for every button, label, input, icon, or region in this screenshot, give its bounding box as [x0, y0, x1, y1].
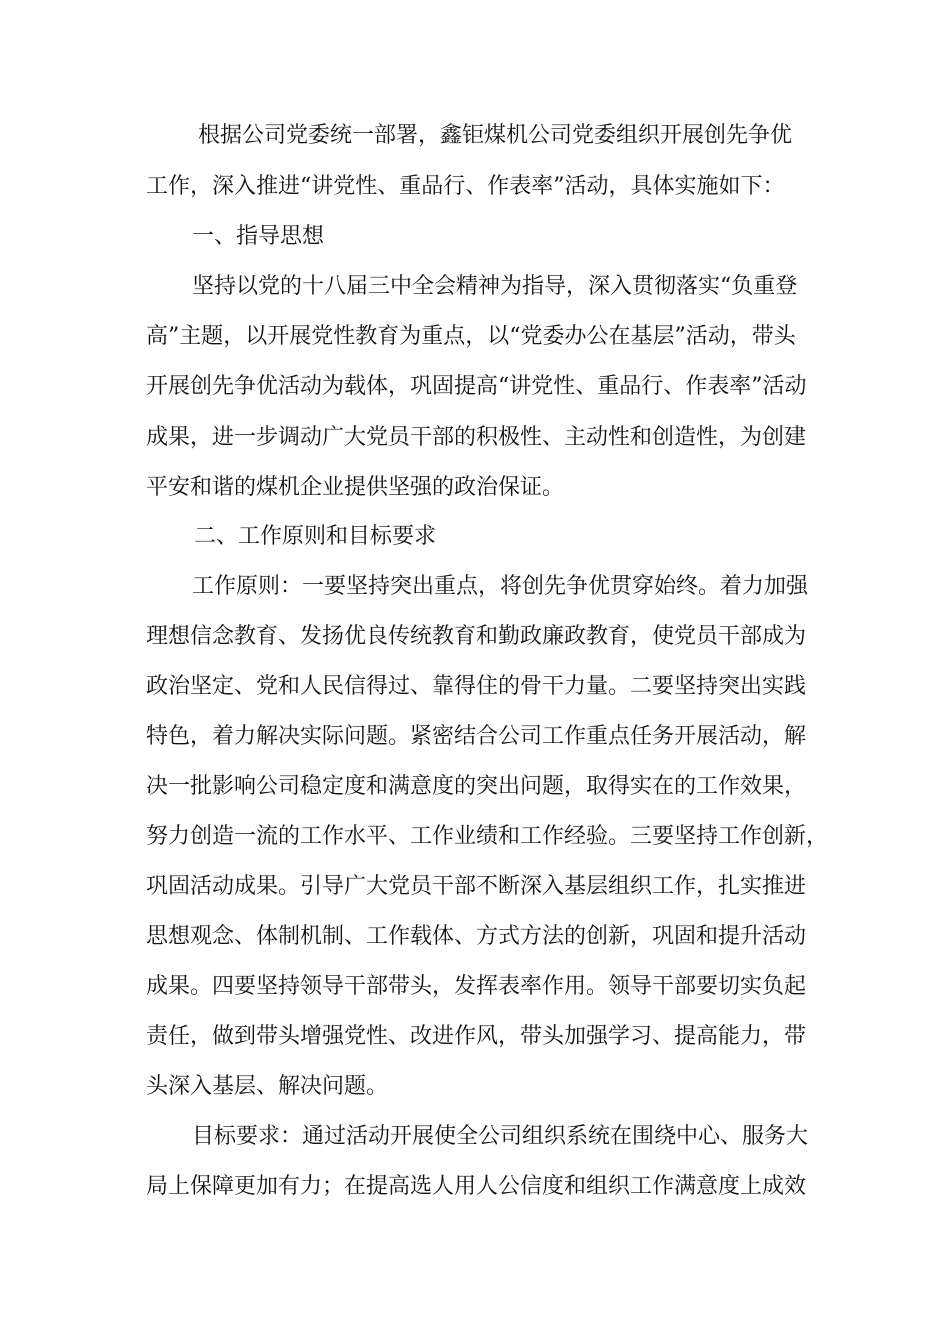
paragraph-principles-line-6: 努力创造一流的工作水平、工作业绩和工作经验。三要坚持工作创新， [146, 824, 829, 849]
paragraph-principles-line-8: 思想观念、体制机制、工作载体、方式方法的创新，巩固和提升活动 [146, 924, 807, 949]
paragraph-goals-line-2: 局上保障更加有力；在提高选人用人公信度和组织工作满意度上成效 [146, 1174, 807, 1199]
paragraph-guiding-line-5: 平安和谐的煤机企业提供坚强的政治保证。 [146, 475, 565, 500]
paragraph-principles-line-11: 头深入基层、解决问题。 [146, 1074, 389, 1099]
paragraph-guiding-line-2: 高”主题，以开展党性教育为重点，以“党委办公在基层”活动，带头 [146, 324, 796, 349]
paragraph-principles-line-3: 政治坚定、党和人民信得过、靠得住的骨干力量。二要坚持突出实践 [146, 674, 807, 699]
paragraph-principles-line-2: 理想信念教育、发扬优良传统教育和勤政廉政教育，使党员干部成为 [146, 624, 807, 649]
paragraph-guiding-line-1: 坚持以党的十八届三中全会精神为指导，深入贯彻落实“负重登 [192, 274, 798, 299]
paragraph-intro-line-2: 工作，深入推进“讲党性、重品行、作表率”活动，具体实施如下： [146, 174, 785, 199]
paragraph-guiding-line-4: 成果，进一步调动广大党员干部的积极性、主动性和创造性，为创建 [146, 425, 807, 450]
paragraph-principles-line-5: 决一批影响公司稳定度和满意度的突出问题，取得实在的工作效果， [146, 774, 807, 799]
paragraph-goals-line-1: 目标要求：通过活动开展使全公司组织系统在围绕中心、服务大 [192, 1124, 809, 1149]
paragraph-intro-line-1: 根据公司党委统一部署，鑫钜煤机公司党委组织开展创先争优 [198, 123, 793, 148]
paragraph-guiding-line-3: 开展创先争优活动为载体，巩固提高“讲党性、重品行、作表率”活动 [146, 374, 807, 399]
paragraph-principles-line-1: 工作原则：一要坚持突出重点，将创先争优贯穿始终。着力加强 [192, 574, 809, 599]
paragraph-principles-line-4: 特色，着力解决实际问题。紧密结合公司工作重点任务开展活动，解 [146, 724, 807, 749]
section-heading-2: 二、工作原则和目标要求 [194, 524, 437, 549]
paragraph-principles-line-7: 巩固活动成果。引导广大党员干部不断深入基层组织工作，扎实推进 [146, 874, 807, 899]
paragraph-principles-line-9: 成果。四要坚持领导干部带头，发挥表率作用。领导干部要切实负起 [146, 974, 807, 999]
paragraph-principles-line-10: 责任，做到带头增强党性、改进作风，带头加强学习、提高能力，带 [146, 1024, 807, 1049]
section-heading-1: 一、指导思想 [192, 224, 325, 249]
